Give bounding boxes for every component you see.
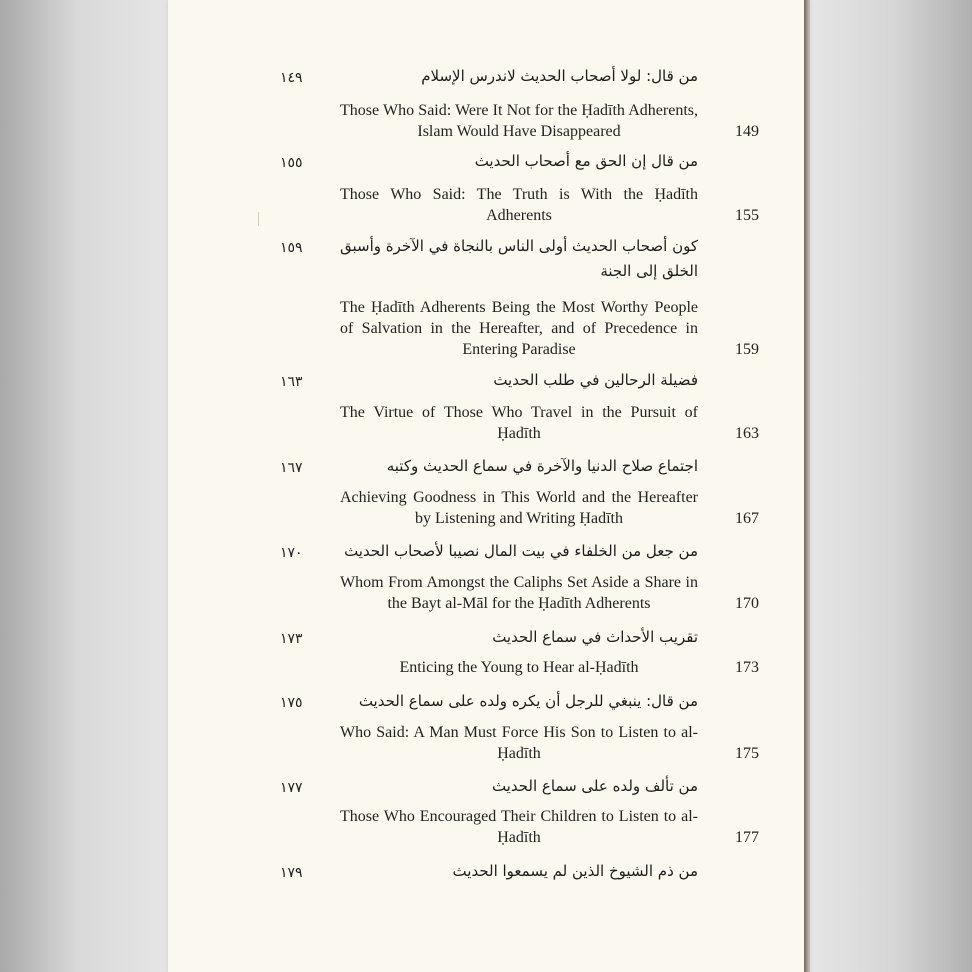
arabic-page-number: ١٥٥ <box>280 155 303 171</box>
arabic-page-number: ١٥٩ <box>280 240 303 256</box>
english-title: Who Said: A Man Must Force His Son to Listen to al-Ḥadīth <box>340 724 698 762</box>
arabic-title: من قال: لولا أصحاب الحديث لاندرس الإسلام <box>421 67 698 85</box>
arabic-title: من قال: ينبغي للرجل أن يكره ولده على سماع الحديث <box>358 692 698 710</box>
paper-mark <box>258 212 259 226</box>
english-title: The Virtue of Those Who Travel in the Pursuit of Ḥadīth <box>340 404 698 442</box>
english-page-number: 149 <box>735 123 759 140</box>
english-title: Achieving Goodness in This World and the Hereafter by Listening and Writing Ḥadīth <box>340 489 698 527</box>
arabic-title: تقريب الأحداث في سماع الحديث <box>492 628 698 646</box>
arabic-page-number: ١٧٧ <box>280 780 303 796</box>
arabic-title: من جعل من الخلفاء في بيت المال نصيبا لأصحاب الحديث <box>344 542 698 560</box>
english-page-number: 177 <box>735 829 759 846</box>
english-page-number: 155 <box>735 207 759 224</box>
arabic-page-number: ١٧٠ <box>280 545 303 561</box>
arabic-page-number: ١٧٣ <box>280 631 303 647</box>
arabic-title: من قال إن الحق مع أصحاب الحديث <box>474 152 698 170</box>
arabic-page-number: ١٦٣ <box>280 374 303 390</box>
arabic-page-number: ١٤٩ <box>280 70 303 86</box>
english-title: Those Who Said: The Truth is With the Ḥadīth Adherents <box>340 186 698 224</box>
arabic-title: اجتماع صلاح الدنيا والآخرة في سماع الحديث وكتبه <box>386 457 698 475</box>
english-page-number: 167 <box>735 510 759 527</box>
arabic-page-number: ١٦٧ <box>280 460 303 476</box>
english-page-number: 163 <box>735 425 759 442</box>
english-title: Whom From Amongst the Caliphs Set Aside a Share in the Bayt al-Māl for the Ḥadīth Adherents <box>340 574 698 612</box>
arabic-title: فضيلة الرحالين في طلب الحديث <box>493 371 698 389</box>
english-page-number: 173 <box>735 659 759 676</box>
arabic-title: من تألف ولده على سماع الحديث <box>491 777 698 795</box>
arabic-title: كون أصحاب الحديث أولى الناس بالنجاة في الآخرة وأسبق الخلق إلى الجنة <box>340 237 698 280</box>
arabic-title: من ذم الشيوخ الذين لم يسمعوا الحديث <box>452 862 698 880</box>
english-title: Enticing the Young to Hear al-Ḥadīth <box>399 659 639 676</box>
arabic-page-number: ١٧٥ <box>280 695 303 711</box>
english-page-number: 159 <box>735 341 759 358</box>
english-title: Those Who Encouraged Their Children to Listen to al-Ḥadīth <box>340 808 698 846</box>
english-title: The Ḥadīth Adherents Being the Most Worthy People of Salvation in the Hereafter, and of Precedence in Entering Paradise <box>340 299 698 358</box>
english-page-number: 175 <box>735 745 759 762</box>
arabic-page-number: ١٧٩ <box>280 865 303 881</box>
book-page <box>168 0 804 972</box>
english-page-number: 170 <box>735 595 759 612</box>
english-title: Those Who Said: Were It Not for the Ḥadīth Adherents, Islam Would Have Disappeared <box>340 102 698 140</box>
